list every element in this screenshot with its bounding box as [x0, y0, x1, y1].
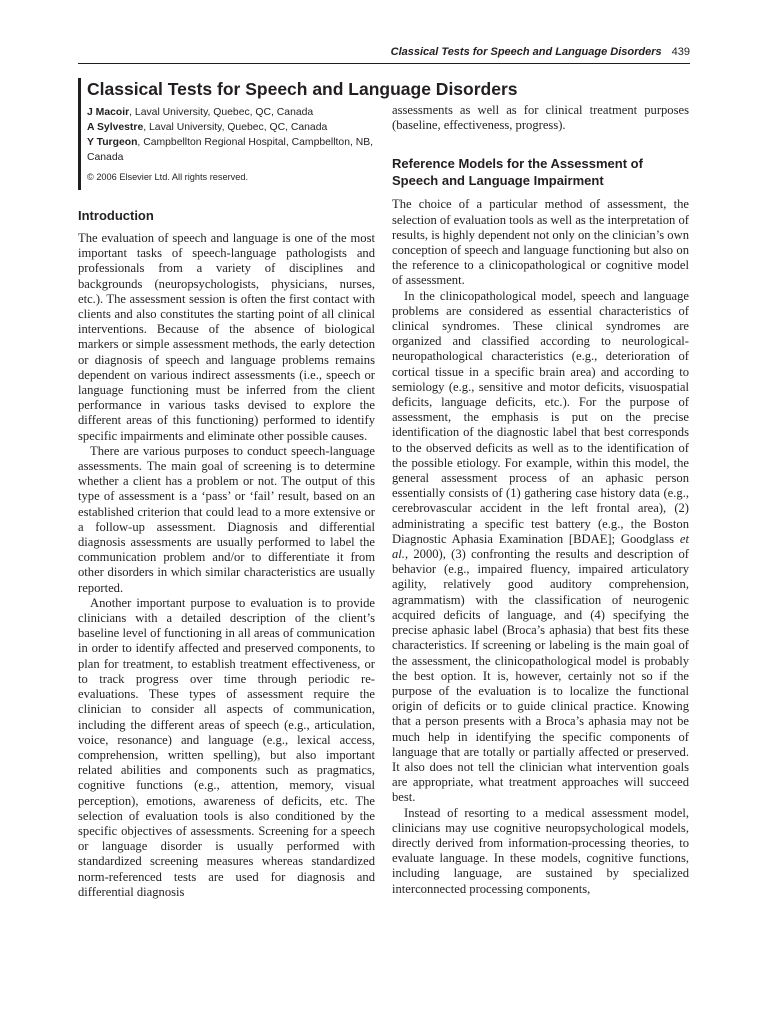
body-paragraph: The evaluation of speech and language is one of the most important tasks of speech-language pathologists and professionals from a variety of disciplines and backgrounds (neuropsychologists, physicians, nurses, etc.). The assessment session is often the first contact with clients and also constitutes the starting point of all clinical interventions. Because of the absence of biological markers or simple assessment methods, the early detection or diagnosis of speech and language problems remains dependent on various indirect assessments (i.e., speech or language functioning must be inferred from the client performance in various tasks devised to explore the different areas of this functioning) performed to identify specific impairments and eliminate other possible causes. — [78, 231, 375, 443]
article-title: Classical Tests for Speech and Language Disorders — [87, 79, 518, 99]
text-run: , 2000), (3) confronting the results and description of behavior (e.g., impaired fluency, impaired articulatory agility, relatively good auditory comprehension, agrammatism) with the classification of neurogenic acquired deficits of language, and (4) specifying the precise aphasic label (Broca’s aphasia) that best fits these characteristics. If screening or labeling is the main goal of the assessment, the clinicopathological model is probably the best option. It is, however, certainly not so if the purpose of the evaluation is to localize the functional origin of deficits or to guide clinical practice. Knowing that a person presents with a Broca’s aphasia may not be much help in identifying the specific components of language that are totally or partially affected or preserved. It also does not tell the clinician what intervention goals are appropriate, what treatment approaches will succeed best. — [392, 547, 689, 805]
copyright-notice: © 2006 Elsevier Ltd. All rights reserved. — [87, 172, 248, 182]
author-entry — [87, 120, 377, 135]
author-affiliation: , Campbellton Regional Hospital, Campbellton, NB, Canada — [87, 137, 374, 163]
body-paragraph: The choice of a particular method of assessment, the selection of evaluation tools as well as the interpretation of results, is highly dependent not only on the clinician’s own conception of speech and language functioning but also on the reference to a clinicopathological or cognitive model of assessment. — [392, 197, 689, 288]
header-rule — [78, 63, 690, 64]
page-number: 439 — [671, 46, 690, 58]
body-paragraph: assessments as well as for clinical treatment purposes (baseline, effectiveness, progress). — [392, 103, 689, 133]
author-affiliation: , Laval University, Quebec, QC, Canada — [129, 107, 314, 118]
author-name: A Sylvestre — [87, 122, 144, 133]
running-head — [78, 46, 690, 58]
author-entry — [87, 105, 377, 120]
introduction-heading-wrap — [78, 207, 375, 224]
right-column — [392, 103, 689, 897]
body-paragraph: There are various purposes to conduct speech-language assessments. The main goal of screening is to determine whether a client has a problem or not. The output of this type of assessment is a ‘pass’ or ‘fail’ result, based on an established criterion that could lead to a more extensive or a follow-up assessment. Diagnosis and differential diagnosis assessments are usually performed to label the communication problem and/or to differentiate it from other disorders in which similar characteristics are usually reported. — [78, 443, 375, 595]
introduction-heading: Introduction — [78, 208, 154, 223]
left-column — [78, 231, 375, 900]
body-paragraph: Another important purpose to evaluation is to provide clinicians with a detailed description of the client’s baseline level of functioning in all areas of communication in order to identify affected and preserved components, to plan for treatment, to establish treatment effectiveness, or to track progress over time through periodic re-evaluations. These types of assessment require the clinician to consider all aspects of communication, including the different areas of speech (e.g., articulation, voice, resonance) and language (e.g., lexical access, comprehension, written spelling), but also important related abilities and components such as pragmatics, cognitive functions (e.g., attention, memory, visual perception), emotions, awareness of deficits, etc. The selection of evaluation tools is also conditioned by the specific objectives of assessments. Screening for a speech or language disorder is usually performed with standardized screening measures whereas standardized norm-referenced tests are used for diagnosis and differential diagnosis — [78, 595, 375, 899]
author-entry — [87, 135, 377, 165]
body-paragraph — [392, 289, 689, 806]
title-accent-bar — [78, 78, 81, 190]
running-head-title: Classical Tests for Speech and Language Disorders — [390, 46, 662, 58]
author-name: Y Turgeon — [87, 137, 138, 148]
emphasis-text: et al. — [392, 531, 689, 562]
author-name: J Macoir — [87, 107, 130, 118]
section-heading: Reference Models for the Assessment of Speech and Language Impairment — [392, 156, 643, 189]
body-paragraph: Instead of resorting to a medical assessment model, clinicians may use cognitive neuropsychological models, directly derived from information-processing theories, to evaluate language. In these models, cognitive functions, including language, are sustained by specialized interconnected processing components, — [392, 805, 689, 896]
author-list — [87, 105, 377, 165]
author-affiliation: , Laval University, Quebec, QC, Canada — [143, 122, 328, 133]
text-run: In the clinicopathological model, speech and language problems are considered as essential characteristics of clinical syndromes. These clinical syndromes are organized and classified according to neurological-neuropathological characteristics (e.g., deterioration of cortical tissue in a specific brain area) and according to semiology (e.g., sensitive and motor deficits, visuospatial deficits, language deficits, etc.). For the purpose of assessment, the emphasis is put on the precise identification of the diagnostic label that best corresponds to the observed deficits as well as to the identification of the possible etiology. For example, within this model, the general assessment process of an aphasic person essentially consists of (1) gathering case history data (e.g., cerebrovascular accident in the left frontal area), (2) administrating a specific test battery (e.g., the Boston Diagnostic Aphasia Examination [BDAE]; Goodglass — [392, 288, 689, 546]
